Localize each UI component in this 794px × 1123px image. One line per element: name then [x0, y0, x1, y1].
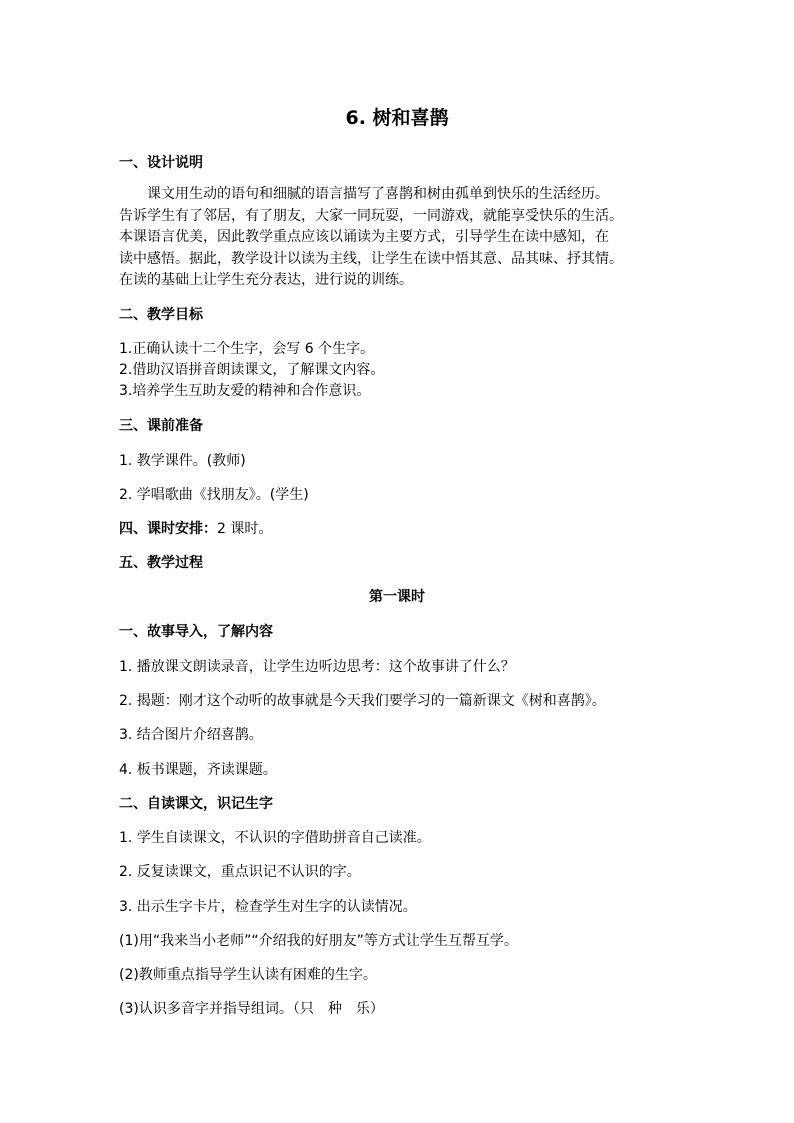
- paragraph-line: 告诉学生有了邻居，有了朋友，大家一同玩耍，一同游戏，就能享受快乐的生活。: [119, 207, 623, 224]
- part-heading-reading: 二、自读课文，识记生字: [119, 796, 273, 812]
- goal-item: 3.培养学生互助友爱的精神和合作意识。: [119, 383, 371, 399]
- section-heading-prep: 三、课前准备: [119, 418, 203, 434]
- schedule-line: [119, 519, 272, 539]
- intro-item: 3. 结合图片介绍喜鹊。: [119, 727, 263, 743]
- lesson-title: 第一课时: [369, 589, 425, 605]
- paragraph-line: 课文用生动的语句和细腻的语言描写了喜鹊和树由孤单到快乐的生活经历。: [147, 186, 609, 202]
- paragraph-line: 读中感悟。据此，教学设计以读为主线，让学生在读中悟其意、品其味、抒其情。: [119, 250, 623, 267]
- section-heading-design: 一、设计说明: [119, 155, 203, 171]
- schedule-label: 四、课时安排：: [119, 521, 217, 537]
- goal-item: 2.借助汉语拼音朗读课文，了解课文内容。: [119, 362, 385, 378]
- section-heading-goals: 二、教学目标: [119, 307, 203, 323]
- reading-subitem: (3)认识多音字并指导组词。（只 种 乐）: [119, 1001, 384, 1017]
- intro-item: 2. 揭题：刚才这个动听的故事就是今天我们要学习的一篇新课文《树和喜鹊》。: [119, 693, 606, 709]
- prep-item: 2. 学唱歌曲《找朋友》。(学生): [119, 487, 309, 503]
- intro-item: 1. 播放课文朗读录音，让学生边听边思考：这个故事讲了什么？: [119, 659, 515, 675]
- part-heading-intro: 一、故事导入，了解内容: [119, 624, 273, 640]
- reading-subitem: (1)用“我来当小老师”“介绍我的好朋友”等方式让学生互帮互学。: [119, 933, 518, 949]
- reading-item: 2. 反复读课文，重点识记不认识的字。: [119, 864, 361, 880]
- reading-item: 3. 出示生字卡片，检查学生对生字的认读情况。: [119, 899, 417, 915]
- reading-item: 1. 学生自读课文，不认识的字借助拼音自己读准。: [119, 830, 431, 846]
- schedule-value: 2 课时。: [217, 521, 273, 537]
- paragraph-line: 在读的基础上让学生充分表达，进行说的训练。: [119, 272, 413, 289]
- section-heading-process: 五、教学过程: [119, 555, 203, 571]
- prep-item: 1. 教学课件。(教师): [119, 453, 246, 469]
- reading-subitem: (2)教师重点指导学生认读有困难的生字。: [119, 967, 377, 983]
- paragraph-line: 本课语言优美，因此教学重点应该以诵读为主要方式，引导学生在读中感知，在: [119, 229, 609, 246]
- document-title: 6. 树和喜鹊: [345, 107, 449, 129]
- design-paragraph: [119, 184, 679, 292]
- intro-item: 4. 板书课题，齐读课题。: [119, 762, 277, 778]
- goal-item: 1.正确认读十二个生字，会写 6 个生字。: [119, 341, 375, 357]
